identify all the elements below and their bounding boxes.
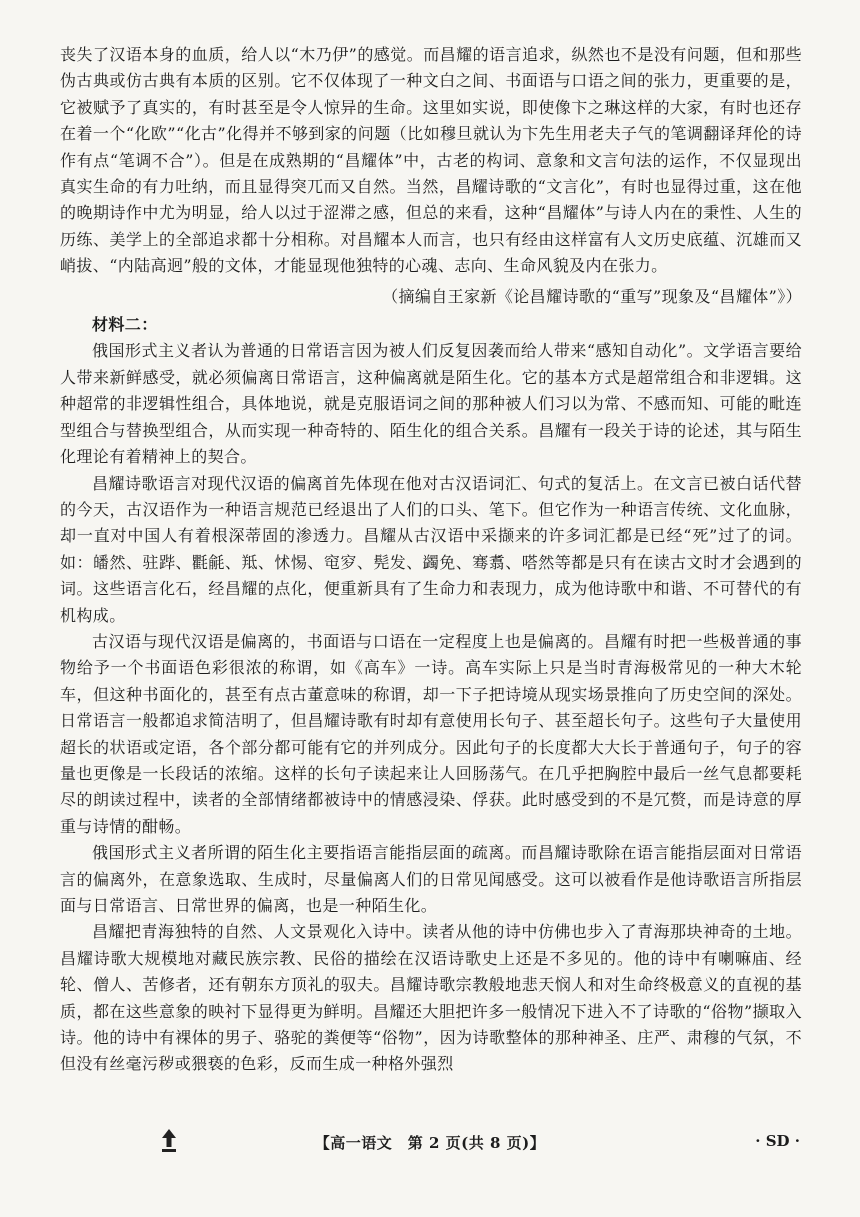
edition-mark: · SD · [755,1132,800,1150]
section-heading: 材料二： [92,315,158,335]
paragraph-2: 俄国形式主义者认为普通的日常语言因为被人们反复因袭而给人带来“感知自动化”。文学语言要给人带来新鲜感受，就必须偏离日常语言，这种偏离就是陌生化。它的基本方式是超常组合和非逻辑。这种超常的非逻辑性组合，具体地说，就是克服语词之间的那种被人们习以为常、不感而知、可能的毗连型组合与替换型组合，从而实现一种奇特的、陌生化的组合关系。昌耀有一段关于诗的论述，其与陌生化理论有着精神上的契合。 [60,341,802,467]
paragraph-4: 古汉语与现代汉语是偏离的，书面语与口语在一定程度上也是偏离的。昌耀有时把一些极普通的事物给予一个书面语色彩很浓的称谓，如《高车》一诗。高车实际上只是当时青海极常见的一种大木轮车，但这种书面化的，甚至有点古董意味的称谓，却一下子把诗境从现实场景推向了历史空间的深处。日常语言一般都追求简洁明了，但昌耀诗歌有时却有意使用长句子、甚至超长句子。这些句子大量使用超长的状语或定语，各个部分都可能有它的并列成分。因此句子的长度都大大长于普通句子，句子的容量也更像是一长段话的浓缩。这样的长句子读起来让人回肠荡气。在几乎把胸腔中最后一丝气息都要耗尽的朗读过程中，读者的全部情绪都被诗中的情感浸染、俘获。此时感受到的不是冗赘，而是诗意的厚重与诗情的酣畅。 [60,631,802,836]
article-body [60,42,802,1078]
paragraph-5: 俄国形式主义者所谓的陌生化主要指语言能指层面的疏离。而昌耀诗歌除在语言能指层面对日常语言的偏离外，在意象选取、生成时，尽量偏离人们的日常见闻感受。这可以被看作是他诗歌语言所指层面与日常语言、日常世界的偏离，也是一种陌生化。 [60,843,802,915]
source-citation: （摘编自王家新《论昌耀诗歌的“重写”现象及“昌耀体”》） [382,286,802,306]
paragraph-3: 昌耀诗歌语言对现代汉语的偏离首先体现在他对古汉语词汇、句式的复活上。在文言已被白话代替的今天，古汉语作为一种语言规范已经退出了人们的口头、笔下。但它作为一种语言传统、文化血脉，却一直对中国人有着根深蒂固的渗透力。昌耀从古汉语中采撷来的许多词汇都是已经“死”过了的词。如：皤然、驻跸、氍毹、羝、怵惕、窀穸、髡发、蠲免、骞翥、嗒然等都是只有在读古文时才会遇到的词。这些语言化石，经昌耀的点化，便重新具有了生命力和表现力，成为他诗歌中和谐、不可替代的有机构成。 [60,473,802,625]
page-number: 【高一语文 第 2 页(共 8 页)】 [314,1134,546,1152]
paragraph-1: 丧失了汉语本身的血质，给人以“木乃伊”的感觉。而昌耀的语言追求，纵然也不是没有问题，但和那些伪古典或仿古典有本质的区别。它不仅体现了一种文白之间、书面语与口语之间的张力，更重要的是，它被赋予了真实的，有时甚至是令人惊异的生命。这里如实说，即使像卞之琳这样的大家，有时也还存在着一个“化欧”“化古”化得并不够到家的问题（比如穆旦就认为卞先生用老夫子气的笔调翻译拜伦的诗作有点“笔调不合”）。但是在成熟期的“昌耀体”中，古老的构词、意象和文言句法的运作，不仅显现出真实生命的有力吐纳，而且显得突兀而又自然。当然，昌耀诗歌的“文言化”，有时也显得过重，这在他的晚期诗作中尤为明显，给人以过于涩滞之感，但总的来看，这种“昌耀体”与诗人内在的秉性、人生的历练、美学上的全部追求都十分相称。对昌耀本人而言，也只有经由这样富有人文历史底蕴、沉雄而又峭拔、“内陆高迥”般的文体，才能显现他独特的心魂、志向、生命风貌及内在张力。 [60,45,802,276]
paragraph-6: 昌耀把青海独特的自然、人文景观化入诗中。读者从他的诗中仿佛也步入了青海那块神奇的土地。昌耀诗歌大规模地对藏民族宗教、民俗的描绘在汉语诗歌史上还是不多见的。他的诗中有喇嘛庙、经轮、僧人、苦修者，还有朝东方顶礼的驭夫。昌耀诗歌宗教般地悲天悯人和对生命终极意义的直视的基质，都在这些意象的映衬下显得更为鲜明。昌耀还大胆把许多一般情况下进入不了诗歌的“俗物”撷取入诗。他的诗中有裸体的男子、骆驼的粪便等“俗物”，因为诗歌整体的那种神圣、庄严、肃穆的气氛，不但没有丝毫污秽或猥亵的色彩，反而生成一种格外强烈 [60,922,802,1074]
page-footer [0,1128,860,1156]
